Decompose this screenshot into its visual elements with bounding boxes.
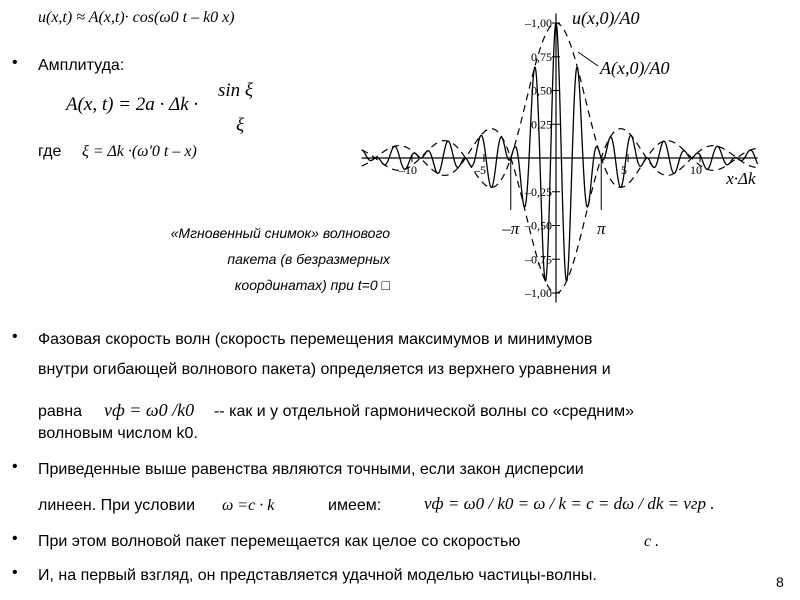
y-tick-label: –0,75 [525,252,552,267]
bullet-1-line-4: волновым числом k0. [38,425,198,442]
bullet-dot: • [12,328,18,345]
amplitude-label: Амплитуда: [38,57,125,74]
bullet-dot: • [12,54,18,71]
phase-velocity-formula: vф = ω0 /k0 [104,400,195,420]
where-label: где [38,143,62,160]
y-tick-label: 0,50 [531,83,552,98]
y-tick-label: –1,00 [525,286,552,300]
bullet-dot: • [12,458,18,475]
wave-formula: u(x,t) ≈ A(x,t)· cos(ω0 t – k0 x) [38,9,235,26]
x-tick-label: –10 [399,163,417,177]
bullet-dot: • [12,564,18,581]
bullet-2-line-2a: линеен. При условии [38,497,196,514]
y-tick-label: –0,50 [525,218,552,233]
y-tick-label: –1,00 [525,16,552,30]
x-tick-label: –5 [474,163,486,177]
bullet-dot: • [12,530,18,547]
xi-definition: ξ = Δk ·(ω'0 t – x) [82,143,197,160]
bullet-1-line-3a: равна [38,403,83,420]
series-label-envelope: A(x,0)/A0 [600,58,670,78]
amplitude-fraction-num: sin ξ [218,80,254,101]
amplitude-formula: A(x, t) = 2a · Δk · [66,94,199,115]
bullet-2-line-2b: имеем: [328,497,382,514]
bullet-3-c: c . [644,533,660,550]
bullet-3-text: При этом волновой пакет перемещается как целое со скоростью [38,533,521,550]
caption-line-1: «Мгновенный снимок» волнового [170,225,390,241]
caption-marker: □ [381,277,390,293]
velocity-equality-formula: vф = ω0 / k0 = ω / k = c = dω / dk = vгр . [424,494,715,513]
bullet-1-line-3b: -- как и у отдельной гармонической волны со «средним» [214,403,634,420]
x-tick-label: 10 [690,163,702,177]
y-tick-label: 0,75 [531,49,552,64]
page-number: 8 [776,574,784,590]
x-tick-label: 5 [621,163,627,177]
dispersion-condition: ω =c · k [222,497,275,514]
series-label-pointer [578,52,598,66]
caption-line-3-text: координатах) при t=0 [234,277,378,293]
bullet-1-line-1: Фазовая скорость волн (скорость перемещения максимумов и минимумов [38,331,593,348]
pi-label: –π [502,219,520,238]
wave-packet-chart [330,0,800,310]
x-axis-label: x·Δk [726,169,756,188]
amplitude-fraction-den: ξ [236,115,245,136]
y-tick-label: –0,25 [525,184,552,199]
bullet-2-line-1: Приведенные выше равенства являются точными, если закон дисперсии [38,461,584,478]
y-tick-label: 0,25 [531,117,552,132]
bullet-4-text: И, на первый взгляд, он представляется удачной моделью частицы-волны. [38,567,597,584]
bullet-1-line-2: внутри огибающей волнового пакета) определяется из верхнего уравнения и [38,361,611,378]
caption-line-2: пакета (в безразмерных [227,251,390,267]
series-label-u: u(x,0)/A0 [572,8,640,28]
pi-label: π [596,219,606,238]
